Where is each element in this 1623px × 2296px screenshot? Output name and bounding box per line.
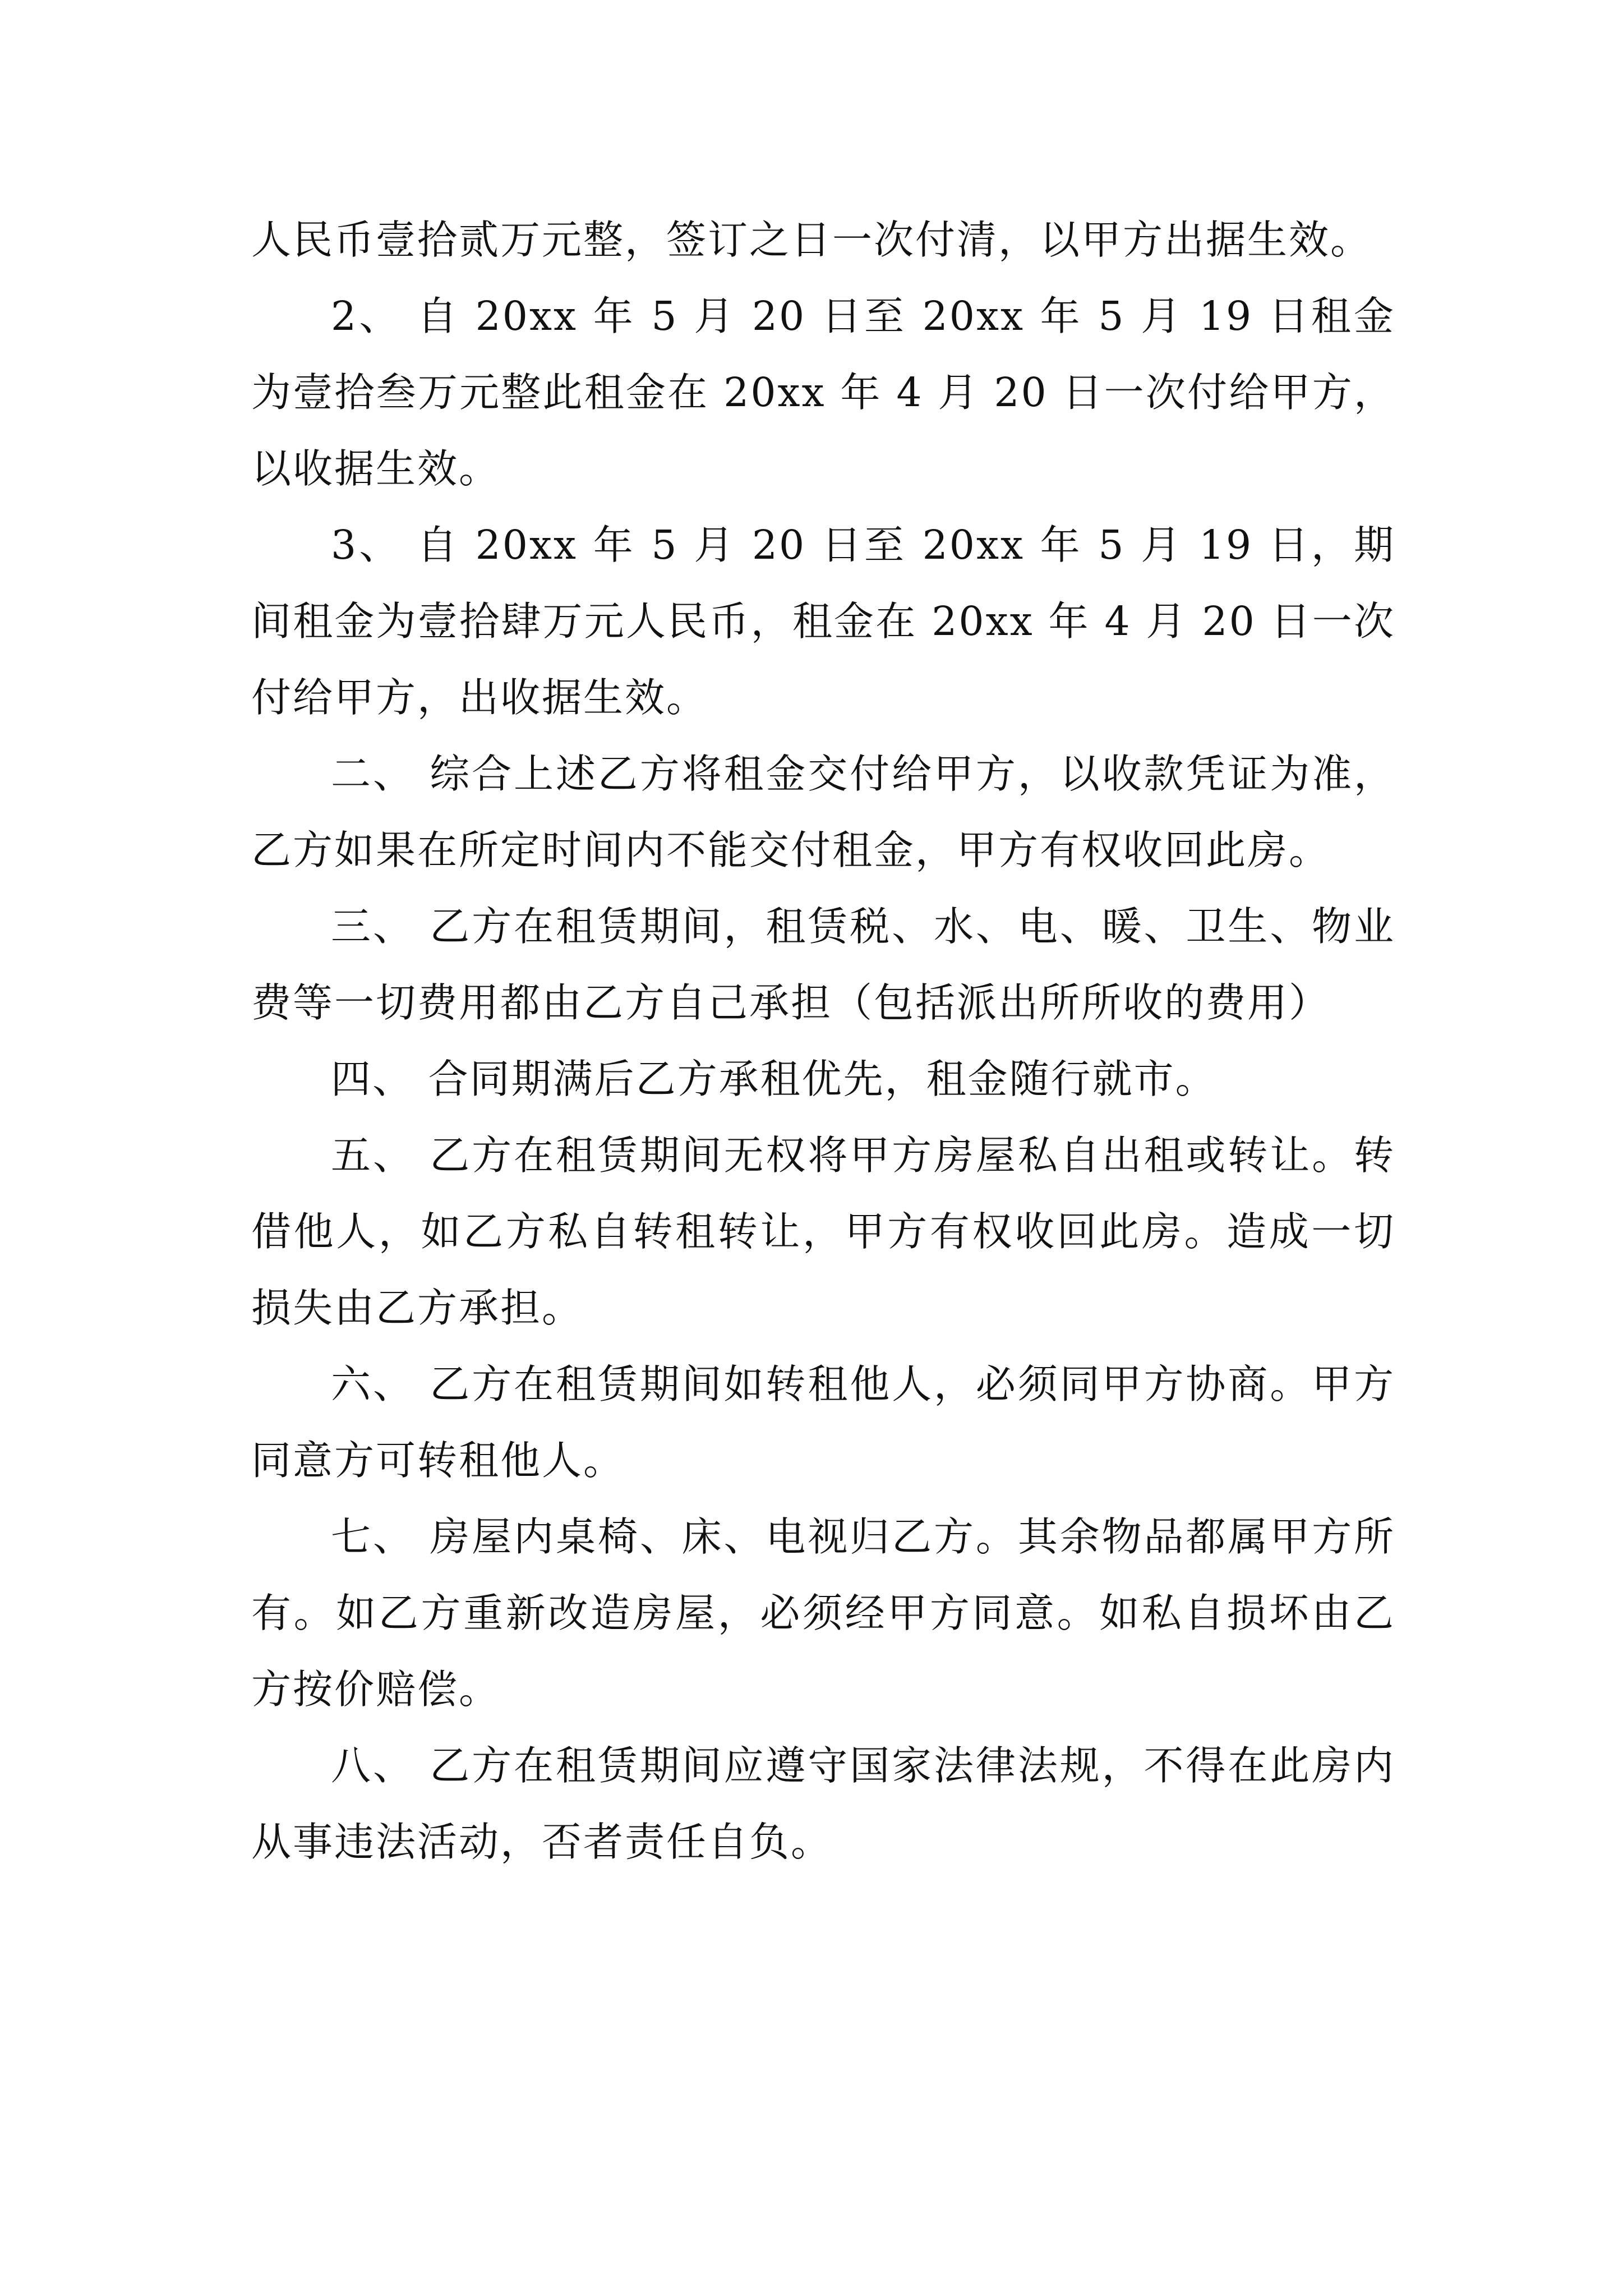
paragraph-article-5: 五、 乙方在租赁期间无权将甲方房屋私自出租或转让。转借他人，如乙方私自转租转让，甲方有权收回此房。造成一切损失由乙方承担。 (251, 1132, 1395, 1331)
paragraph-article-8: 八、 乙方在租赁期间应遵守国家法律法规，不得在此房内从事违法活动，否者责任自负。 (251, 1742, 1395, 1865)
paragraph-article-2: 二、 综合上述乙方将租金交付给甲方，以收款凭证为准，乙方如果在所定时间内不能交付租金，甲方有权收回此房。 (251, 751, 1395, 873)
paragraph-clause-3: 3、 自 20xx 年 5 月 20 日至 20xx 年 5 月 19 日，期间租金为壹拾肆万元人民币，租金在 20xx 年 4 月 20 日一次付给甲方，出收据生效。 (251, 522, 1395, 721)
document-body (251, 202, 1395, 1880)
paragraph-continuation: 人民币壹拾贰万元整，签订之日一次付清，以甲方出据生效。 (251, 217, 1372, 263)
paragraph-article-3: 三、 乙方在租赁期间，租赁税、水、电、暖、卫生、物业费等一切费用都由乙方自己承担（包括派出所所收的费用） (251, 903, 1395, 1026)
paragraph-article-4: 四、 合同期满后乙方承租优先，租金随行就市。 (331, 1056, 1217, 1102)
paragraph-article-7: 七、 房屋内桌椅、床、电视归乙方。其余物品都属甲方所有。如乙方重新改造房屋，必须经甲方同意。如私自损坏由乙方按价赔偿。 (251, 1513, 1395, 1713)
paragraph-clause-2: 2、 自 20xx 年 5 月 20 日至 20xx 年 5 月 19 日租金为壹拾叁万元整此租金在 20xx 年 4 月 20 日一次付给甲方，以收据生效。 (251, 293, 1395, 492)
paragraph-article-6: 六、 乙方在租赁期间如转租他人，必须同甲方协商。甲方同意方可转租他人。 (251, 1361, 1395, 1484)
